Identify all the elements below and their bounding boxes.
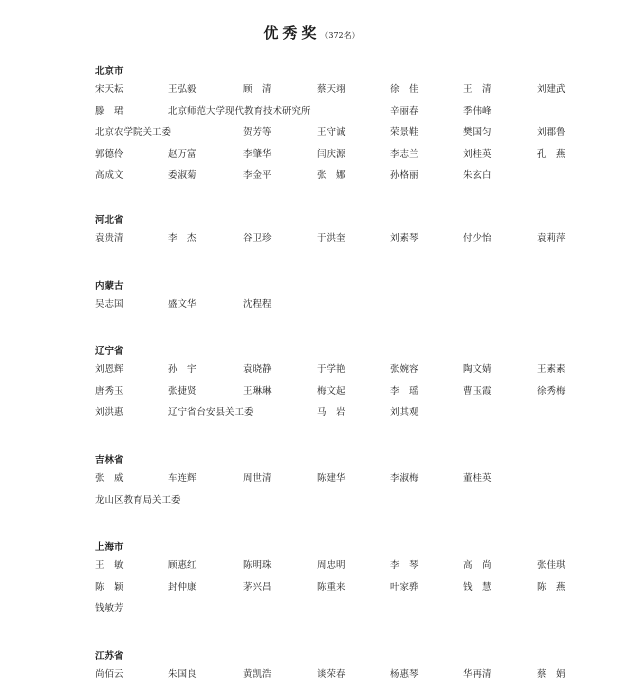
awardee-name: 委淑菊 (168, 170, 197, 181)
awardee-name: 高 尚 (463, 560, 492, 571)
name-row (0, 232, 623, 246)
awardee-name: 封仲康 (168, 581, 197, 593)
awardee-name: 张佳琪 (537, 560, 566, 571)
name-row (0, 105, 623, 119)
awardee-name: 王守诚 (317, 127, 346, 138)
region-heading: 江苏省 (95, 651, 124, 662)
awardee-name: 陶文婧 (463, 364, 492, 375)
awardee-name: 宋天耘 (95, 84, 124, 95)
name-row (0, 385, 623, 399)
awardee-name: 龙山区教育局关工委 (95, 494, 181, 506)
awardee-name: 沈程程 (243, 299, 272, 310)
awardee-name: 尚佰云 (95, 669, 124, 680)
awardee-name: 刘恩辉 (95, 364, 124, 375)
awardee-name: 李 杰 (168, 233, 197, 244)
awardee-name: 陈明珠 (243, 560, 272, 571)
awardee-name: 刘素琴 (390, 233, 419, 244)
awardee-name: 王 清 (463, 84, 492, 95)
awardee-name: 刘桂英 (463, 148, 492, 160)
awardee-name: 吴志国 (95, 299, 124, 310)
region-heading: 内蒙古 (95, 281, 124, 292)
name-row (0, 602, 623, 616)
awardee-name: 樊国匀 (463, 127, 492, 138)
name-row (0, 559, 623, 573)
awardee-name: 蔡天翊 (317, 84, 346, 95)
awardee-name: 荣景鞋 (390, 127, 419, 138)
award-title: 优秀奖 (263, 24, 321, 42)
awardee-name: 蔡 娟 (537, 669, 566, 680)
awardee-name: 华再清 (463, 669, 492, 680)
awardee-name: 杨惠琴 (390, 669, 419, 680)
awardee-name: 唐秀玉 (95, 385, 124, 397)
name-row (0, 581, 623, 595)
awardee-name: 袁莉萍 (537, 233, 566, 244)
awardee-name: 付少怡 (463, 233, 492, 244)
awardee-name: 徐 佳 (390, 84, 419, 95)
awardee-name: 陈建华 (317, 473, 346, 484)
region-heading: 上海市 (95, 542, 124, 553)
awardee-name: 王弘毅 (168, 84, 197, 95)
name-row (0, 126, 623, 140)
awardee-name: 叶家骅 (390, 581, 419, 593)
awardee-name: 钱敏芳 (95, 603, 124, 614)
awardee-name: 闫庆源 (317, 148, 346, 160)
awardee-name: 周忠明 (317, 560, 346, 571)
award-count: （372名） (320, 31, 360, 40)
awardee-name: 李 琴 (390, 560, 419, 571)
awardee-name: 北京农学院关工委 (95, 127, 172, 138)
awardee-name: 刘郡鲁 (537, 127, 566, 138)
awardee-name: 李志兰 (390, 148, 419, 160)
awardee-name: 车连辉 (168, 473, 197, 484)
awardee-name: 谈荣春 (317, 669, 346, 680)
awardee-name: 北京师范大学现代教育技术研究所 (168, 105, 311, 117)
awardee-name: 赵万富 (168, 148, 197, 160)
awardee-name: 刘建武 (537, 84, 566, 95)
name-row (0, 406, 623, 420)
awardee-name: 张 威 (95, 473, 124, 484)
awardee-name: 孔 燕 (537, 148, 566, 160)
awardee-name: 王 敏 (95, 560, 124, 571)
awardee-name: 陈 燕 (537, 581, 566, 593)
awardee-name: 孙 宇 (168, 364, 197, 375)
awardee-name: 徐秀梅 (537, 385, 566, 397)
awardee-name: 高成文 (95, 170, 124, 181)
awardee-name: 周世清 (243, 473, 272, 484)
awardee-name: 滕 珺 (95, 105, 124, 117)
awardee-name: 曹玉霞 (463, 385, 492, 397)
awardee-name: 孙格丽 (390, 170, 419, 181)
awardee-name: 朱玄白 (463, 170, 492, 181)
awardee-name: 王素素 (537, 364, 566, 375)
awardee-name: 季伟峰 (463, 105, 492, 117)
awardee-name: 刘洪惠 (95, 407, 124, 418)
awardee-name: 袁贵清 (95, 233, 124, 244)
awardee-name: 顾惠红 (168, 560, 197, 571)
awardee-name: 顾 清 (243, 84, 272, 95)
awardee-name: 梅文起 (317, 385, 346, 397)
awardee-name: 钱 慧 (463, 581, 492, 593)
region-heading: 吉林省 (95, 455, 124, 466)
awardee-name: 李金平 (243, 170, 272, 181)
awardee-name: 陈 颖 (95, 581, 124, 593)
name-row (0, 472, 623, 486)
name-row (0, 494, 623, 508)
awardee-name: 朱国良 (168, 669, 197, 680)
awardee-name: 于学艳 (317, 364, 346, 375)
name-row (0, 668, 623, 682)
awardee-name: 陈重来 (317, 581, 346, 593)
awardee-name: 谷卫珍 (243, 233, 272, 244)
awardee-name: 辛丽春 (390, 105, 419, 117)
name-row (0, 148, 623, 162)
awardee-name: 董桂英 (463, 473, 492, 484)
awardee-name: 黄凯浩 (243, 669, 272, 680)
awardee-name: 盛文华 (168, 299, 197, 310)
awardee-name: 马 岩 (317, 407, 346, 418)
awardee-name: 张婉容 (390, 364, 419, 375)
awardee-name: 李肇华 (243, 148, 272, 160)
awardee-name: 茅兴昌 (243, 581, 272, 593)
name-row (0, 298, 623, 312)
name-row (0, 169, 623, 183)
awardee-name: 张捷贤 (168, 385, 197, 397)
region-heading: 河北省 (95, 215, 124, 226)
awardee-name: 张 娜 (317, 170, 346, 181)
awardee-name: 王琳琳 (243, 385, 272, 397)
name-row (0, 363, 623, 377)
awardee-name: 李淑梅 (390, 473, 419, 484)
page-title (0, 22, 623, 43)
region-heading: 北京市 (95, 66, 124, 77)
awardee-name: 郭德伶 (95, 148, 124, 160)
awardee-name: 辽宁省台安县关工委 (168, 407, 254, 418)
awardee-name: 李 瑶 (390, 385, 419, 397)
region-heading: 辽宁省 (95, 346, 124, 357)
awardee-name: 袁晓静 (243, 364, 272, 375)
awardee-name: 贺芳等 (243, 127, 272, 138)
awardee-name: 于洪奎 (317, 233, 346, 244)
awardee-name: 刘其观 (390, 407, 419, 418)
name-row (0, 83, 623, 97)
